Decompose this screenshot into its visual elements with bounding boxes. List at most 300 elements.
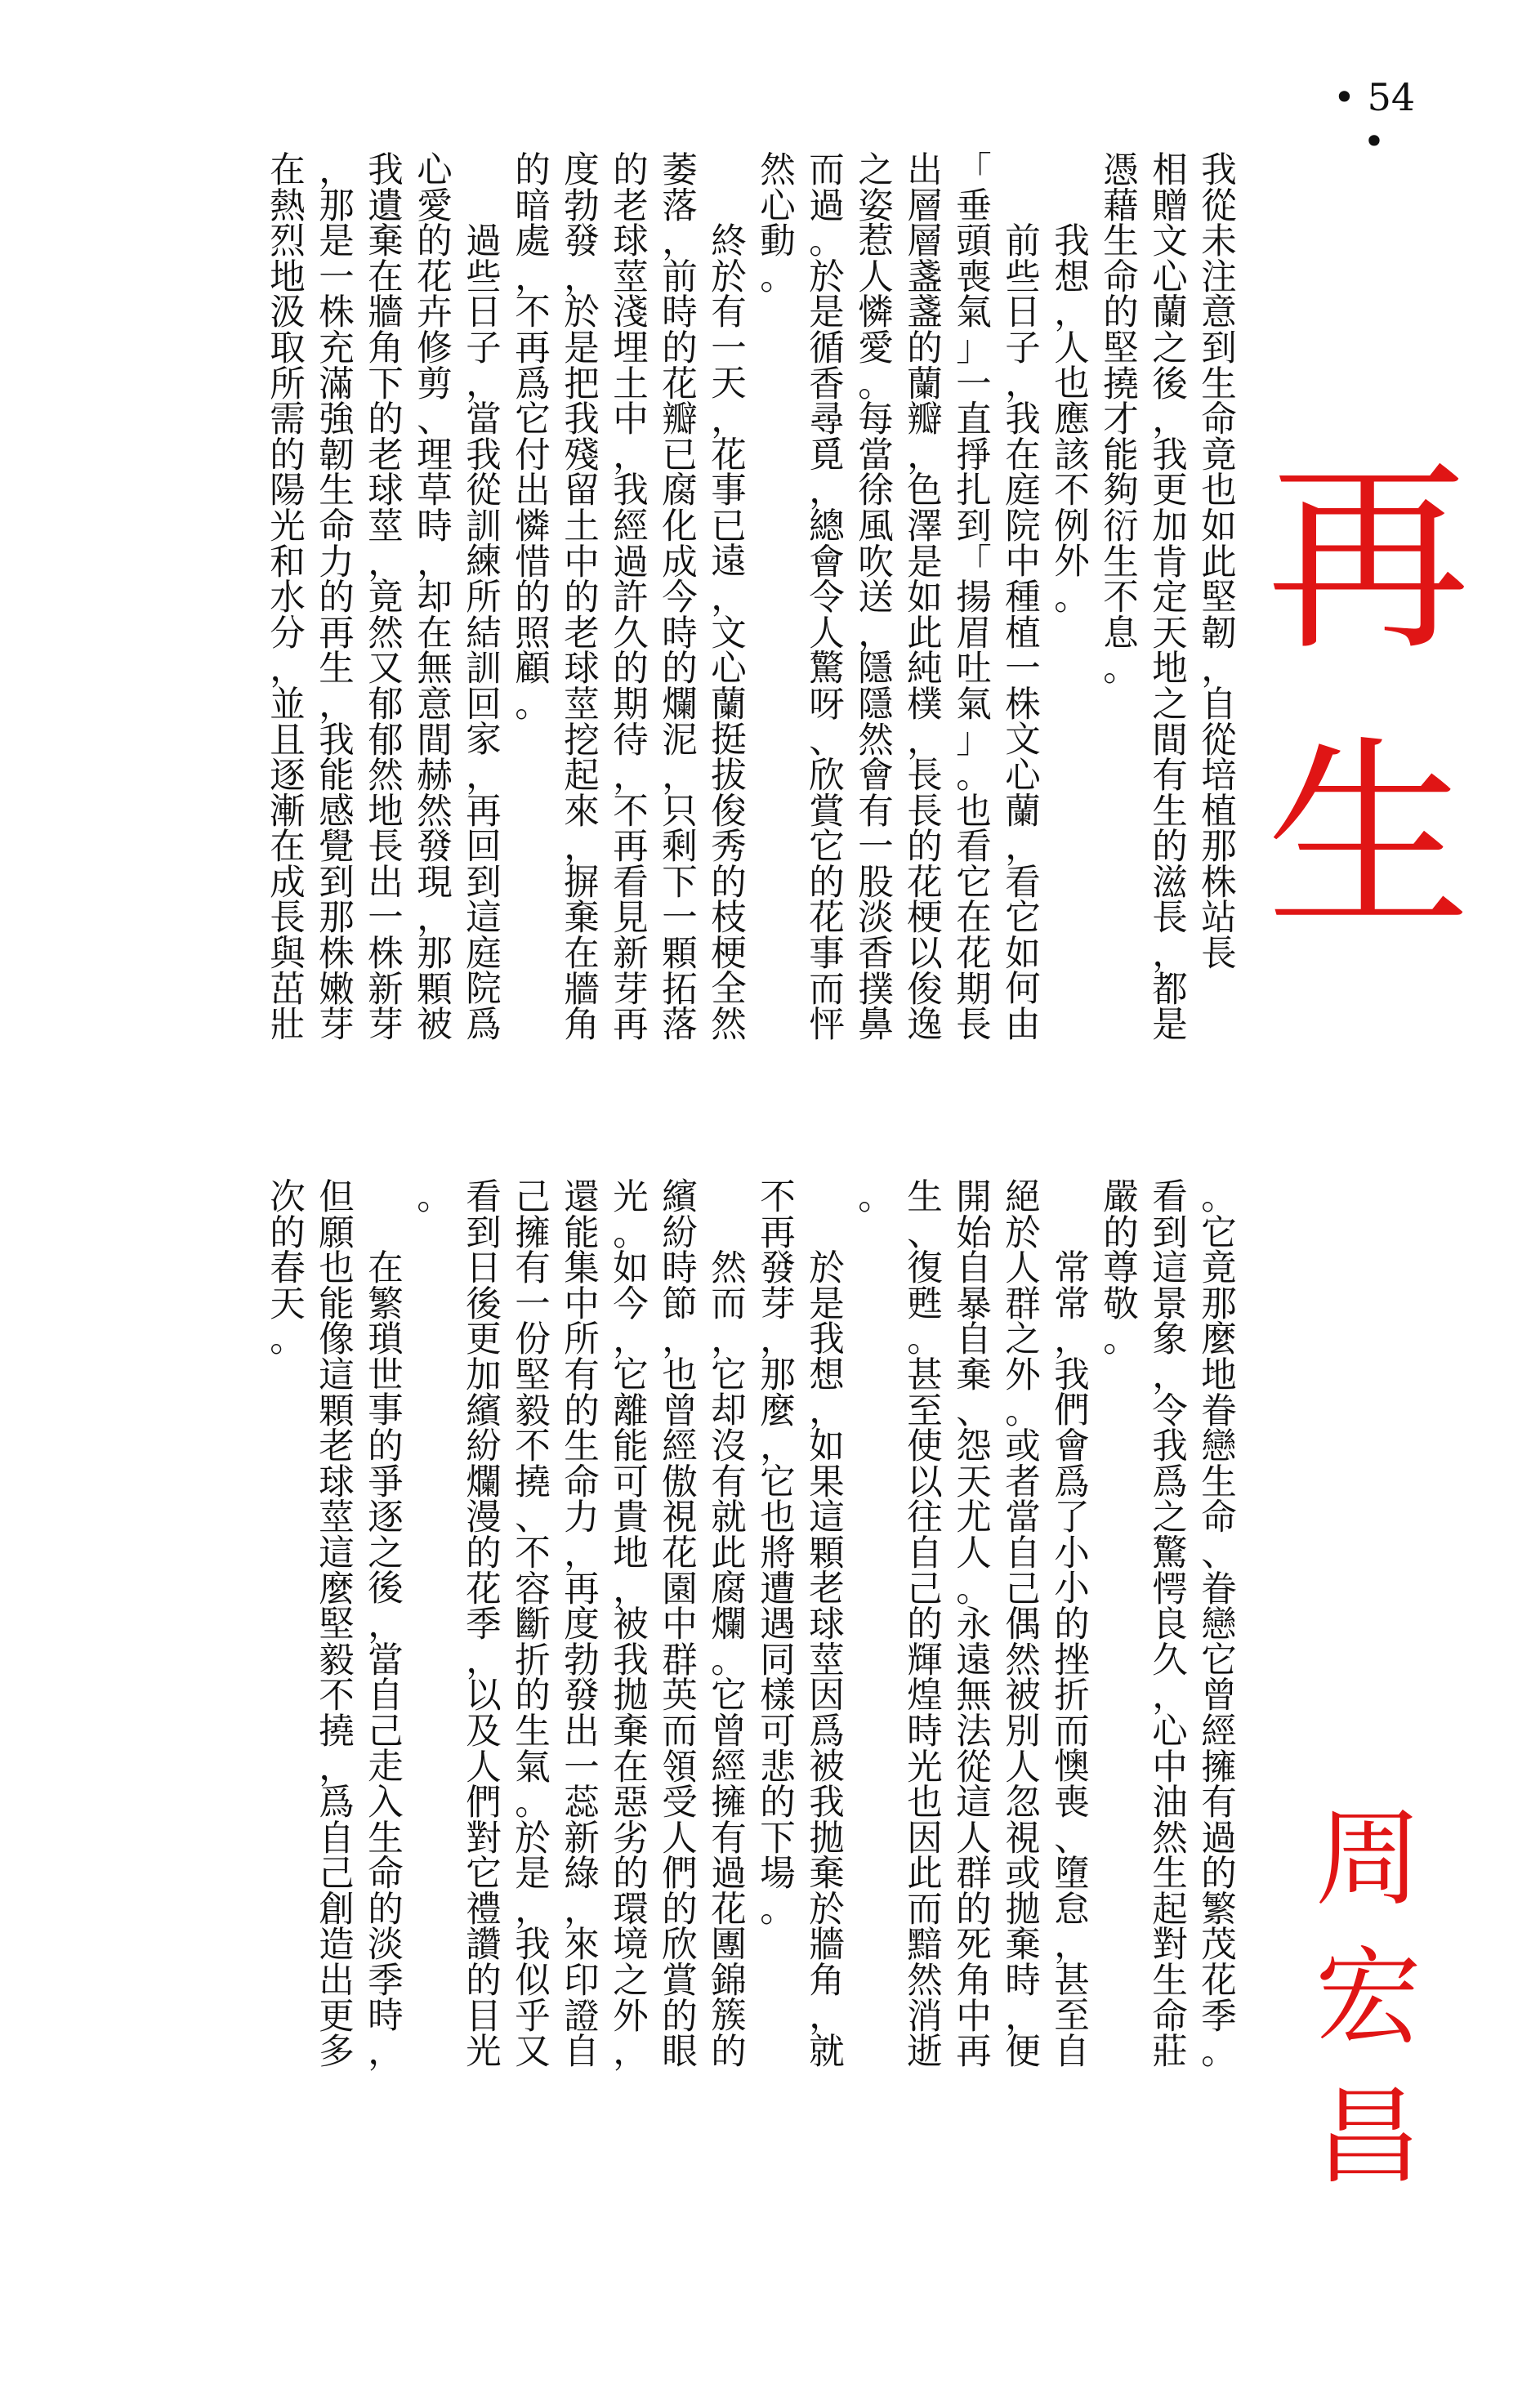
glyph: ， [466,1640,502,1681]
glyph: 力 [319,542,355,583]
glyph: 意 [417,684,453,725]
glyph: 球 [319,1462,355,1503]
glyph: 處 [515,221,551,263]
glyph: 生 [1152,791,1188,833]
glyph: 人 [858,257,894,298]
glyph: 一 [368,898,404,940]
glyph: 曾 [1201,1676,1237,1717]
glyph: 光 [466,2032,502,2073]
glyph: 層 [907,221,943,263]
glyph: 將 [760,1533,796,1574]
glyph: 被 [809,1747,845,1788]
glyph: 是 [809,292,845,334]
glyph: 過 [809,185,845,227]
glyph: 心 [760,185,796,227]
glyph: 之 [1152,684,1188,725]
glyph: 而 [809,150,845,191]
glyph: 的 [956,1889,992,1931]
glyph: 命 [1201,400,1237,441]
glyph: 小 [1054,1569,1090,1610]
glyph: 自 [1201,684,1237,725]
glyph: 怦 [809,1005,845,1047]
glyph: 許 [613,578,649,619]
glyph: ， [613,2032,649,2073]
glyph: 繁 [368,1283,404,1325]
glyph: 此 [907,1854,943,1895]
glyph: 以 [466,1676,502,1717]
glyph: 淺 [613,292,649,334]
glyph: 堅 [515,1355,551,1396]
text-column [1152,1177,1188,2251]
glyph: 的 [809,862,845,904]
glyph: 垂 [956,185,992,227]
glyph: 嚴 [1103,1177,1139,1218]
glyph: 這 [319,1533,355,1574]
glyph: 老 [564,613,600,654]
glyph: 生 [1152,1854,1188,1895]
glyph: ， [662,756,698,797]
glyph: 出 [515,471,551,512]
glyph: 拋 [1005,1889,1041,1931]
glyph: 於 [711,257,747,298]
glyph: ， [662,221,698,263]
glyph: 折 [1054,1676,1090,1717]
glyph: 爛 [711,1604,747,1645]
glyph: 劣 [613,1818,649,1859]
glyph: 份 [515,1319,551,1361]
glyph: 如 [613,1248,649,1290]
glyph: 創 [319,1889,355,1931]
glyph: 滋 [1152,862,1188,904]
glyph: 老 [368,435,404,476]
glyph: 於 [809,1889,845,1931]
glyph: 中 [1152,1747,1188,1788]
glyph: 往 [907,1498,943,1539]
glyph: ， [1152,934,1188,975]
glyph: 結 [466,613,502,654]
glyph: 期 [956,969,992,1011]
glyph: 棄 [809,1854,845,1895]
glyph: 化 [662,506,698,547]
glyph: 以 [907,1462,943,1503]
glyph: 久 [1152,1640,1188,1681]
glyph: 我 [466,435,502,476]
glyph: ， [1005,364,1041,405]
glyph: 我 [809,1319,845,1361]
glyph: 可 [760,1711,796,1752]
glyph: 澤 [907,506,943,547]
glyph: 留 [564,471,600,512]
glyph: 直 [956,400,992,441]
glyph: 事 [711,471,747,512]
glyph: 或 [1005,1854,1041,1895]
glyph: ， [1005,827,1041,868]
glyph: 逝 [907,2032,943,2073]
glyph: 循 [809,328,845,369]
glyph: 終 [711,221,747,262]
glyph: 已 [662,435,698,476]
glyph: 目 [466,1996,502,2038]
glyph: 棄 [1005,1925,1041,1966]
glyph: 果 [809,1462,845,1503]
glyph: 乎 [515,1996,551,2038]
glyph: 想 [1054,257,1090,298]
glyph: 的 [368,1889,404,1931]
glyph: 因 [907,1818,943,1859]
glyph: 命 [319,506,355,547]
glyph: 的 [564,578,600,619]
glyph: 的 [515,150,551,191]
glyph: 漸 [270,791,306,833]
glyph: 甚 [907,1355,943,1396]
glyph: 遠 [711,542,747,583]
glyph: 「 [956,150,992,191]
glyph: 漫 [466,1498,502,1539]
glyph: 然 [417,791,453,833]
glyph: ， [564,827,600,868]
glyph: 球 [613,221,649,263]
glyph: 覺 [319,827,355,868]
glyph: 讚 [466,1925,502,1966]
text-column [1103,1177,1139,2251]
glyph: 徐 [858,471,894,512]
glyph: 些 [466,257,502,298]
glyph: 撲 [858,969,894,1011]
glyph: 入 [368,1782,404,1823]
glyph: 後 [1152,364,1188,405]
glyph: 事 [809,934,845,975]
glyph: 受 [662,1783,698,1824]
glyph: 繁 [1201,1889,1237,1931]
glyph: ， [809,1390,845,1432]
glyph: 現 [417,862,453,904]
glyph: 沒 [711,1426,747,1467]
glyph: 毅 [515,1390,551,1432]
article-body-top [270,150,1237,1224]
glyph: 日 [1005,292,1041,334]
glyph: 發 [760,1248,796,1290]
glyph: 證 [564,1996,600,2038]
glyph: 心 [1152,257,1188,298]
glyph: 視 [1005,1818,1041,1859]
glyph: 芽 [613,969,649,1011]
glyph: 的 [466,1533,502,1574]
glyph: 」 [956,328,992,369]
glyph: 逐 [270,756,306,797]
text-column [760,150,796,1224]
glyph: 光 [613,1177,649,1218]
glyph: 自 [368,1676,404,1717]
glyph: 更 [319,1996,355,2038]
glyph: ， [1201,649,1237,690]
glyph: 純 [907,649,943,690]
glyph: 不 [515,292,551,334]
glyph: 人 [956,1533,992,1574]
glyph: ， [1152,1676,1188,1717]
glyph: 站 [1201,898,1237,940]
glyph: 綠 [564,1854,600,1895]
glyph: 曾 [662,1390,698,1432]
glyph: 花 [662,1533,698,1574]
glyph: 多 [319,2032,355,2073]
glyph: 的 [613,150,649,191]
glyph: 株 [368,934,404,975]
glyph: 到 [466,1212,502,1254]
glyph: 梗 [907,898,943,940]
text-column [466,1177,502,2251]
glyph: 生 [515,1711,551,1752]
glyph: 中 [564,542,600,583]
glyph: 外 [613,1996,649,2038]
glyph: 到 [1152,1212,1188,1254]
glyph: 長 [1152,898,1188,940]
glyph: 總 [809,506,845,547]
glyph: 我 [515,1925,551,1966]
glyph: 竟 [368,578,404,619]
glyph: 容 [515,1569,551,1610]
glyph: 然 [858,720,894,761]
glyph: 外 [1054,542,1090,583]
glyph: 定 [1152,578,1188,619]
glyph: 悲 [760,1747,796,1788]
glyph: 後 [466,1283,502,1325]
glyph: 地 [1152,649,1188,690]
glyph: 的 [368,1426,404,1467]
glyph: 人 [1005,1747,1041,1788]
glyph: 。 [711,1640,747,1681]
glyph: 在 [956,898,992,940]
glyph: 淡 [368,1925,404,1966]
glyph: 自 [907,1533,943,1574]
glyph: 生 [368,1818,404,1859]
glyph: 莖 [564,684,600,725]
glyph: 樸 [907,684,943,725]
glyph: 然 [1005,1640,1041,1681]
glyph: 令 [809,578,845,619]
glyph: 香 [858,934,894,975]
text-column [613,150,649,1224]
glyph: 而 [907,1889,943,1931]
glyph: 度 [564,1605,600,1646]
glyph: 却 [711,1390,747,1432]
glyph: 它 [1005,898,1041,940]
glyph: 忽 [1005,1783,1041,1824]
glyph: 如 [809,1426,845,1467]
glyph: ， [907,435,943,476]
glyph: 我 [1054,1355,1090,1396]
text-column [319,1177,355,2251]
glyph: 牆 [564,969,600,1011]
glyph: 尤 [956,1498,992,1539]
glyph: 和 [270,542,306,583]
glyph: 再 [564,1569,600,1610]
glyph: 瑣 [368,1319,404,1361]
glyph: 像 [319,1319,355,1361]
glyph: 夠 [1103,471,1139,512]
glyph: 。 [1201,2032,1237,2073]
glyph: 當 [858,435,894,476]
glyph: 的 [662,1889,698,1931]
glyph: 在 [417,613,453,654]
glyph: 堅 [1201,578,1237,619]
glyph: 尋 [809,400,845,441]
glyph: 氣 [956,292,992,334]
glyph: 頭 [956,221,992,263]
glyph: 花 [466,1569,502,1610]
glyph: 及 [466,1711,502,1752]
glyph: 更 [1152,471,1188,512]
glyph: 從 [1201,720,1237,761]
glyph: 瓣 [662,400,698,441]
glyph: 那 [760,1355,796,1396]
glyph: 惹 [858,221,894,263]
glyph: 始 [956,1212,992,1254]
glyph: 它 [809,827,845,868]
glyph: ， [760,1319,796,1361]
glyph: 莊 [1152,2032,1188,2073]
glyph: 看 [613,862,649,904]
glyph: 曾 [711,1711,747,1752]
glyph: ， [1054,1925,1090,1966]
glyph: 文 [1005,720,1041,761]
glyph: 殘 [564,435,600,476]
glyph: 我 [368,150,404,191]
glyph: 長 [907,791,943,833]
glyph: 光 [907,1747,943,1788]
text-column [1152,150,1188,1224]
glyph: 看 [1152,1177,1188,1218]
glyph: 它 [466,1854,502,1895]
glyph: 的 [417,221,453,263]
glyph: 堅 [319,1605,355,1646]
glyph: 群 [1005,1283,1041,1325]
glyph: 愕 [1152,1569,1188,1610]
glyph: 以 [907,934,943,975]
glyph: 發 [564,221,600,263]
glyph: 腐 [711,1569,747,1610]
glyph: 。 [1103,649,1139,690]
glyph: 賞 [809,791,845,833]
glyph: 而 [662,1711,698,1752]
glyph: 花 [711,1889,747,1931]
glyph: 是 [809,1283,845,1325]
glyph: 竟 [1201,435,1237,476]
glyph: 呀 [809,684,845,725]
glyph: 滿 [319,364,355,405]
glyph: 隱 [858,684,894,725]
glyph: 充 [319,328,355,369]
glyph: 需 [270,400,306,441]
glyph: 生 [1152,1961,1188,2002]
glyph: 爲 [1152,1462,1188,1503]
glyph: 自 [956,1248,992,1290]
glyph: 逸 [907,1005,943,1047]
glyph: 應 [1054,399,1090,440]
glyph: 只 [662,791,698,833]
glyph: 生 [1103,542,1139,583]
glyph: 顧 [515,649,551,690]
glyph: 韌 [1201,613,1237,654]
glyph: 人 [1054,328,1090,369]
glyph: 時 [907,1711,943,1752]
glyph: 、 [1054,1818,1090,1859]
glyph: 象 [1152,1319,1188,1361]
glyph: 層 [907,185,943,227]
glyph: 撓 [1103,364,1139,405]
glyph: 。 [956,756,992,797]
glyph: 也 [1054,364,1090,405]
glyph: 球 [564,649,600,690]
glyph: 覓 [809,435,845,476]
glyph: ， [711,1319,747,1361]
glyph: 在 [270,150,306,191]
glyph: 會 [858,756,894,797]
text-column [858,1177,894,2251]
article-title-char: 再 [1266,440,1471,678]
text-column [662,1177,698,2251]
text-column [270,150,306,1224]
glyph: 也 [1201,471,1237,512]
glyph: 的 [1201,1854,1237,1895]
glyph: 顆 [319,1390,355,1432]
glyph: 紛 [662,1212,698,1254]
glyph: 生 [1201,1462,1237,1503]
glyph: 擁 [711,1782,747,1823]
glyph: 水 [270,578,306,619]
glyph: 訓 [466,649,502,690]
glyph: 衍 [1103,506,1139,547]
glyph: 於 [809,257,845,298]
glyph: 出 [907,150,943,191]
glyph: 風 [858,506,894,547]
glyph: 取 [270,328,306,369]
glyph: 我 [1152,1426,1188,1468]
glyph: 能 [319,756,355,797]
text-column [417,150,453,1224]
glyph: 理 [417,435,453,476]
glyph: 才 [1103,400,1139,441]
glyph: 又 [515,2032,551,2073]
glyph: 也 [319,1248,355,1290]
glyph: 懊 [1054,1747,1090,1788]
glyph: 永 [956,1605,992,1646]
glyph: 地 [368,791,404,833]
glyph: 株 [1201,862,1237,904]
glyph: 牆 [368,292,404,334]
glyph: 時 [417,506,453,547]
glyph: 所 [270,364,306,405]
glyph: 的 [907,1605,943,1646]
glyph: 次 [270,1177,306,1218]
glyph: 還 [564,1177,600,1218]
glyph: 繽 [466,1390,502,1432]
glyph: 至 [907,1390,943,1432]
glyph: 然 [760,150,796,191]
glyph: 壯 [270,1005,306,1047]
glyph: 看 [1005,862,1041,904]
glyph: 人 [1005,1248,1041,1290]
glyph: ， [417,898,453,940]
glyph: 命 [1152,1996,1188,2038]
glyph: 長 [368,827,404,868]
glyph: 未 [1201,221,1237,263]
glyph: 的 [613,1854,649,1895]
glyph: 落 [662,185,698,227]
text-column [1006,154,1040,1295]
glyph: 然 [368,756,404,797]
glyph: 久 [613,613,649,654]
glyph: 簇 [711,1996,747,2038]
